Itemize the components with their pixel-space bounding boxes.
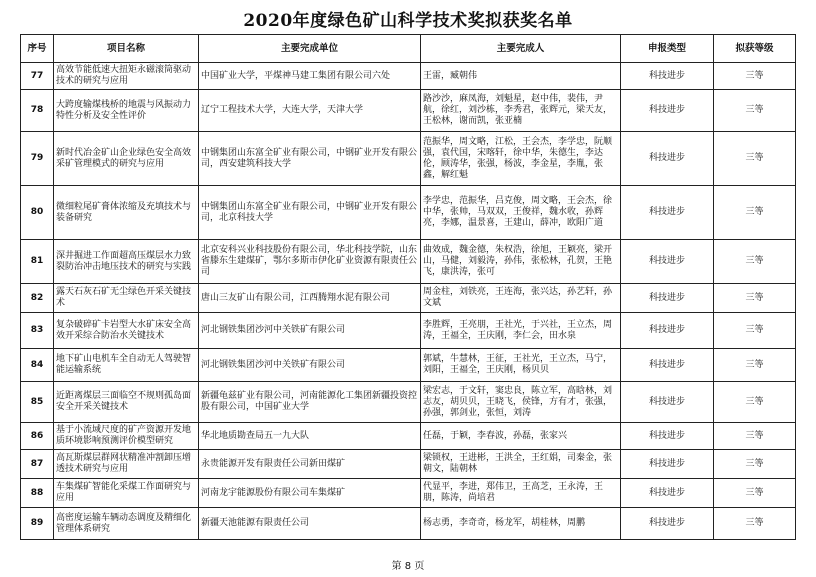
table-row xyxy=(21,90,796,132)
project-name: 高瓦斯煤层群网状精准冲割卸压增透技术研究与应用 xyxy=(54,450,199,479)
completion-unit: 北京安科兴业科技股份有限公司，华北科技学院，山东省滕东生建煤矿，鄂尔多斯市伊化矿业资源有限责任公司 xyxy=(199,240,421,284)
completion-unit: 唐山三友矿山有限公司，江西腾翔水泥有限公司 xyxy=(199,284,421,313)
award-level: 三等 xyxy=(714,90,796,132)
row-number: 84 xyxy=(21,349,54,382)
completion-people: 郭斌，牛慧林，王征，王社光，王立杰，马宁，刘阳，王福全，王庆刚，杨贝贝 xyxy=(421,349,621,382)
completion-people: 李学忠，范振华，吕克俊，周文略，王会杰，徐中华，张帅，马双双，王俊祥，魏水收，孙辉亮，李娜，温景喜，王建山，薛冲，欧阳广道 xyxy=(421,186,621,240)
award-level: 三等 xyxy=(714,450,796,479)
table-row xyxy=(21,450,796,479)
completion-unit: 新疆天池能源有限责任公司 xyxy=(199,508,421,540)
project-name: 近距离煤层三面临空不规则孤岛面安全开采关键技术 xyxy=(54,382,199,423)
table-row xyxy=(21,63,796,90)
table-row xyxy=(21,349,796,382)
row-number: 87 xyxy=(21,450,54,479)
award-level: 三等 xyxy=(714,63,796,90)
completion-people: 杨志勇，李奇奇，杨龙军，胡桂林，周鹏 xyxy=(421,508,621,540)
row-number: 81 xyxy=(21,240,54,284)
header-project-name: 项目名称 xyxy=(54,35,199,63)
completion-unit: 中钢集团山东富全矿业有限公司，中钢矿业开发有限公司，北京科技大学 xyxy=(199,186,421,240)
completion-unit: 中钢集团山东富全矿业有限公司，中钢矿业开发有限公司，西安建筑科技大学 xyxy=(199,132,421,186)
table-row xyxy=(21,186,796,240)
declaration-type: 科技进步 xyxy=(621,132,714,186)
completion-unit: 中国矿业大学，平煤神马建工集团有限公司六处 xyxy=(199,63,421,90)
completion-unit: 河北钢铁集团沙河中关铁矿有限公司 xyxy=(199,313,421,349)
completion-unit: 华北地质勘查局五一九大队 xyxy=(199,423,421,450)
table-row xyxy=(21,313,796,349)
award-list-table xyxy=(20,34,796,540)
award-level: 三等 xyxy=(714,240,796,284)
award-level: 三等 xyxy=(714,132,796,186)
project-name: 微细粒尾矿膏体浓缩及充填技术与装备研究 xyxy=(54,186,199,240)
header-no: 序号 xyxy=(21,35,54,63)
completion-people: 路沙沙，麻凤海，刘魁星，赵中伟，裴伟，尹航，徐红，刘沙栋，李秀君，张辉元，梁天友，王松林，谢而凯，张亚楠 xyxy=(421,90,621,132)
row-number: 79 xyxy=(21,132,54,186)
row-number: 89 xyxy=(21,508,54,540)
row-number: 77 xyxy=(21,63,54,90)
declaration-type: 科技进步 xyxy=(621,240,714,284)
row-number: 82 xyxy=(21,284,54,313)
row-number: 86 xyxy=(21,423,54,450)
declaration-type: 科技进步 xyxy=(621,186,714,240)
header-level: 拟获等级 xyxy=(714,35,796,63)
project-name: 地下矿山电机车全自动无人驾驶智能运输系统 xyxy=(54,349,199,382)
project-name: 高密度运输车辆动态调度及精细化管理体系研究 xyxy=(54,508,199,540)
table-row xyxy=(21,479,796,508)
project-name: 新时代冶金矿山企业绿色安全高效采矿管理模式的研究与应用 xyxy=(54,132,199,186)
project-name: 大跨度输煤栈桥的地震与风振动力特性分析及安全性评价 xyxy=(54,90,199,132)
completion-people: 梁宏志，于文轩，窦忠良，陈立军，高晗林，刘志友，胡贝贝，王晓飞，侯锋，方有才，张强，孙强，郭剑业，张恒，刘涛 xyxy=(421,382,621,423)
completion-unit: 河北钢铁集团沙河中关铁矿有限公司 xyxy=(199,349,421,382)
header-type: 申报类型 xyxy=(621,35,714,63)
table-row xyxy=(21,240,796,284)
row-number: 88 xyxy=(21,479,54,508)
table-row xyxy=(21,382,796,423)
declaration-type: 科技进步 xyxy=(621,90,714,132)
table-header-row xyxy=(21,35,796,63)
completion-people: 曲效成，魏金德，朱权浩，徐旭，王颖亮，梁开山，马健，刘毅涛，孙伟，张松林，孔贺，王艳飞，康洪涛，张可 xyxy=(421,240,621,284)
header-unit: 主要完成单位 xyxy=(199,35,421,63)
declaration-type: 科技进步 xyxy=(621,479,714,508)
project-name: 深井掘进工作面超高压煤层水力致裂防治冲击地压技术的研究与实践 xyxy=(54,240,199,284)
award-level: 三等 xyxy=(714,382,796,423)
header-people: 主要完成人 xyxy=(421,35,621,63)
row-number: 80 xyxy=(21,186,54,240)
completion-people: 任磊，于颖，李春波，孙磊，张家兴 xyxy=(421,423,621,450)
completion-unit: 河南龙宇能源股份有限公司车集煤矿 xyxy=(199,479,421,508)
award-level: 三等 xyxy=(714,479,796,508)
completion-unit: 永贵能源开发有限责任公司新田煤矿 xyxy=(199,450,421,479)
declaration-type: 科技进步 xyxy=(621,284,714,313)
award-level: 三等 xyxy=(714,423,796,450)
declaration-type: 科技进步 xyxy=(621,450,714,479)
row-number: 83 xyxy=(21,313,54,349)
declaration-type: 科技进步 xyxy=(621,313,714,349)
award-level: 三等 xyxy=(714,284,796,313)
declaration-type: 科技进步 xyxy=(621,423,714,450)
project-name: 车集煤矿智能化采煤工作面研究与应用 xyxy=(54,479,199,508)
table-row xyxy=(21,132,796,186)
row-number: 78 xyxy=(21,90,54,132)
declaration-type: 科技进步 xyxy=(621,349,714,382)
completion-unit: 新疆龟兹矿业有限公司，河南能源化工集团新疆投资控股有限公司，中国矿业大学 xyxy=(199,382,421,423)
project-name: 露天石灰石矿无尘绿色开采关键技术 xyxy=(54,284,199,313)
page-number: 第 8 页 xyxy=(391,561,425,572)
declaration-type: 科技进步 xyxy=(621,382,714,423)
completion-people: 范振华，周文略，江松，王会杰，李学忠，阮顺强，袁代国，宋喀轩，徐中华，朱德生，李达伦，顾涛华，张强，杨波，李金星，李胤，张鑫，解红魁 xyxy=(421,132,621,186)
table-row xyxy=(21,423,796,450)
project-name: 基于小流域尺度的矿产资源开发地质环境影响预测评价模型研究 xyxy=(54,423,199,450)
award-level: 三等 xyxy=(714,313,796,349)
award-level: 三等 xyxy=(714,349,796,382)
award-level: 三等 xyxy=(714,186,796,240)
table-row xyxy=(21,284,796,313)
table-row xyxy=(21,508,796,540)
completion-people: 梁锁权，王进彬，王洪全，王红娟，司秦金，张朝文，陆朝林 xyxy=(421,450,621,479)
completion-people: 周金柱，刘铁亮，王连海，张兴达，孙艺轩，孙文斌 xyxy=(421,284,621,313)
declaration-type: 科技进步 xyxy=(621,63,714,90)
award-level: 三等 xyxy=(714,508,796,540)
completion-people: 王雷，臧朝伟 xyxy=(421,63,621,90)
completion-people: 代显平，李进，郑伟卫，王高芝，王永涛，王朋，陈涛，尚培君 xyxy=(421,479,621,508)
completion-unit: 辽宁工程技术大学，大连大学，天津大学 xyxy=(199,90,421,132)
declaration-type: 科技进步 xyxy=(621,508,714,540)
row-number: 85 xyxy=(21,382,54,423)
document-title: 2020年度绿色矿山科学技术奖拟获奖名单 xyxy=(243,11,573,31)
project-name: 复杂破碎矿卡岩型大水矿床安全高效开采综合防治水关键技术 xyxy=(54,313,199,349)
completion-people: 李胜辉，王亮朋，王社光，于兴社，王立杰，周涛，王福全，王庆刚，李仁会，田水泉 xyxy=(421,313,621,349)
project-name: 高效节能低速大扭矩永磁滚筒驱动技术的研究与应用 xyxy=(54,63,199,90)
